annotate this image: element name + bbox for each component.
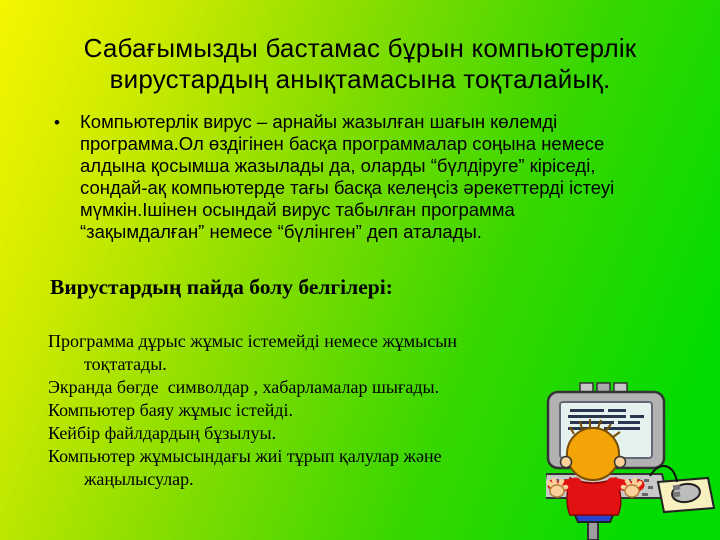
symptom-item: Экранда бөгде символдар , хабарламалар шығады. bbox=[48, 377, 440, 397]
symptom-item: Программа дұрыс жұмыс істемейді немесе жұмысын тоқтатады. bbox=[48, 331, 462, 374]
symptom-item: Компьютер баяу жұмыс істейді. bbox=[48, 400, 294, 420]
slide-title-line-2: вирустардың анықтамасына тоқталайық. bbox=[109, 64, 611, 94]
definition-line: мүмкін.Ішінен осындай вирус табылған программа bbox=[80, 199, 515, 220]
definition-line: Компьютерлік вирус – арнайы жазылған шағын көлемді bbox=[80, 111, 558, 132]
symptoms-list bbox=[48, 330, 508, 491]
bullet-dot: • bbox=[54, 113, 60, 132]
mouse-icon bbox=[650, 466, 714, 512]
virus-definition bbox=[54, 111, 720, 243]
symptom-item: Кейбір файлдардың бұзылуы. bbox=[48, 423, 277, 443]
definition-line: сондай-ақ компьютерде тағы басқа келеңсіз әрекеттерді істеуі bbox=[80, 177, 615, 198]
symptom-item: Компьютер жұмысындағы жиі тұрып қалулар және жаңылысулар. bbox=[48, 446, 447, 489]
definition-line: программа.Ол өздігінен басқа программалар соңына немесе bbox=[80, 133, 605, 154]
virus-definition-text bbox=[80, 111, 614, 243]
slide-title-line-1: Сабағымызды бастамас бұрын компьютерлік bbox=[83, 33, 637, 63]
definition-line: алдына қосымша жазылады да, оларды “бүлдіруге” кіріседі, bbox=[80, 155, 596, 176]
kid-at-computer-clipart bbox=[546, 382, 718, 540]
slide-title bbox=[0, 0, 720, 95]
definition-line: “зақымдалған” немесе “бүлінген” деп аталады. bbox=[80, 221, 482, 242]
symptoms-heading: Вирустардың пайда болу белгілері: bbox=[50, 275, 393, 299]
